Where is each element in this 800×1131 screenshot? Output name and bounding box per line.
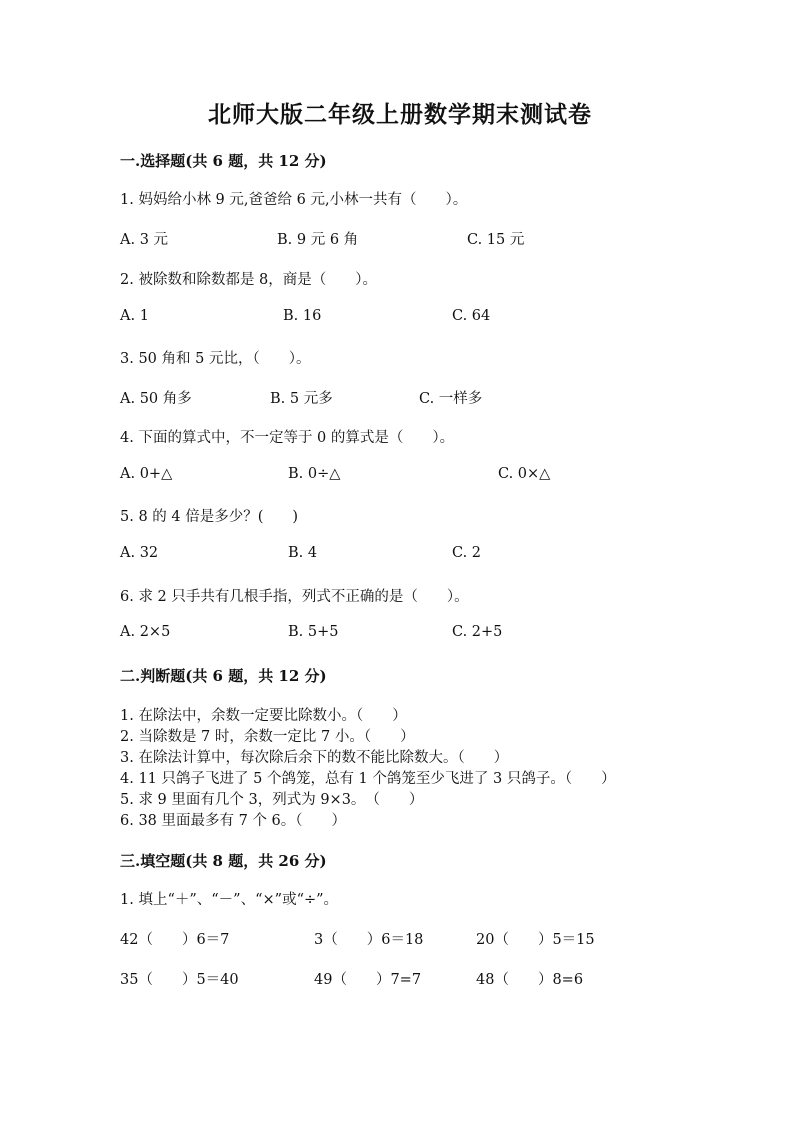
fill-expression: 3（ ）6＝18 bbox=[314, 932, 424, 948]
question-3: 3. 50 角和 5 元比，（ ）。 bbox=[120, 351, 311, 367]
question-6-option-c: C. 2+5 bbox=[452, 624, 503, 640]
question-4-option-a: A. 0+△ bbox=[120, 466, 173, 482]
true-false-item-2: 2. 当除数是 7 时，余数一定比 7 小。（ ） bbox=[120, 729, 415, 745]
section-1-heading: 一.选择题(共 6 题，共 12 分) bbox=[120, 152, 327, 170]
question-3-option-b: B. 5 元多 bbox=[270, 391, 333, 407]
true-false-item-3: 3. 在除法计算中，每次除后余下的数不能比除数大。（ ） bbox=[120, 750, 509, 766]
question-1: 1. 妈妈给小林 9 元,爸爸给 6 元,小林一共有（ ）。 bbox=[120, 192, 468, 208]
question-4-option-c: C. 0×△ bbox=[498, 466, 551, 482]
fill-expression: 42（ ）6＝7 bbox=[120, 932, 230, 948]
fill-expression: 20（ ）5＝15 bbox=[476, 932, 595, 948]
page-title: 北师大版二年级上册数学期末测试卷 bbox=[208, 101, 592, 128]
question-6-option-a: A. 2×5 bbox=[120, 624, 171, 640]
section-3-heading: 三.填空题(共 8 题，共 26 分) bbox=[120, 852, 327, 870]
question-2-option-c: C. 64 bbox=[452, 308, 491, 324]
question-4: 4. 下面的算式中，不一定等于 0 的算式是（ ）。 bbox=[120, 430, 455, 446]
question-1-option-c: C. 15 元 bbox=[467, 232, 525, 248]
true-false-item-6: 6. 38 里面最多有 7 个 6。（ ） bbox=[120, 813, 347, 829]
question-6-option-b: B. 5+5 bbox=[288, 624, 339, 640]
question-4-option-b: B. 0÷△ bbox=[288, 466, 341, 482]
fill-question-1: 1. 填上“＋”、“－”、“×”或“÷”。 bbox=[120, 892, 339, 908]
true-false-item-5: 5. 求 9 里面有几个 3，列式为 9×3。 （ ） bbox=[120, 792, 424, 808]
question-2-option-a: A. 1 bbox=[120, 308, 149, 324]
question-3-option-a: A. 50 角多 bbox=[120, 391, 192, 407]
question-1-option-b: B. 9 元 6 角 bbox=[277, 232, 359, 248]
fill-expression: 49（ ）7=7 bbox=[314, 972, 422, 988]
true-false-item-1: 1. 在除法中，余数一定要比除数小。（ ） bbox=[120, 708, 407, 724]
fill-expression: 48（ ）8=6 bbox=[476, 972, 584, 988]
question-2-option-b: B. 16 bbox=[283, 308, 322, 324]
question-5-option-b: B. 4 bbox=[288, 545, 318, 561]
question-2: 2. 被除数和除数都是 8，商是（ ）。 bbox=[120, 272, 378, 288]
question-1-option-a: A. 3 元 bbox=[120, 232, 169, 248]
question-5-option-c: C. 2 bbox=[452, 545, 482, 561]
question-5-option-a: A. 32 bbox=[120, 545, 159, 561]
section-2-heading: 二.判断题(共 6 题，共 12 分) bbox=[120, 667, 327, 685]
question-6: 6. 求 2 只手共有几根手指，列式不正确的是（ ）。 bbox=[120, 589, 469, 605]
question-3-option-c: C. 一样多 bbox=[419, 391, 483, 407]
true-false-item-4: 4. 11 只鸽子飞进了 5 个鸽笼，总有 1 个鸽笼至少飞进了 3 只鸽子。（ ） bbox=[120, 771, 616, 787]
fill-expression: 35（ ）5＝40 bbox=[120, 972, 239, 988]
question-5: 5. 8 的 4 倍是多少？( ) bbox=[120, 509, 299, 525]
